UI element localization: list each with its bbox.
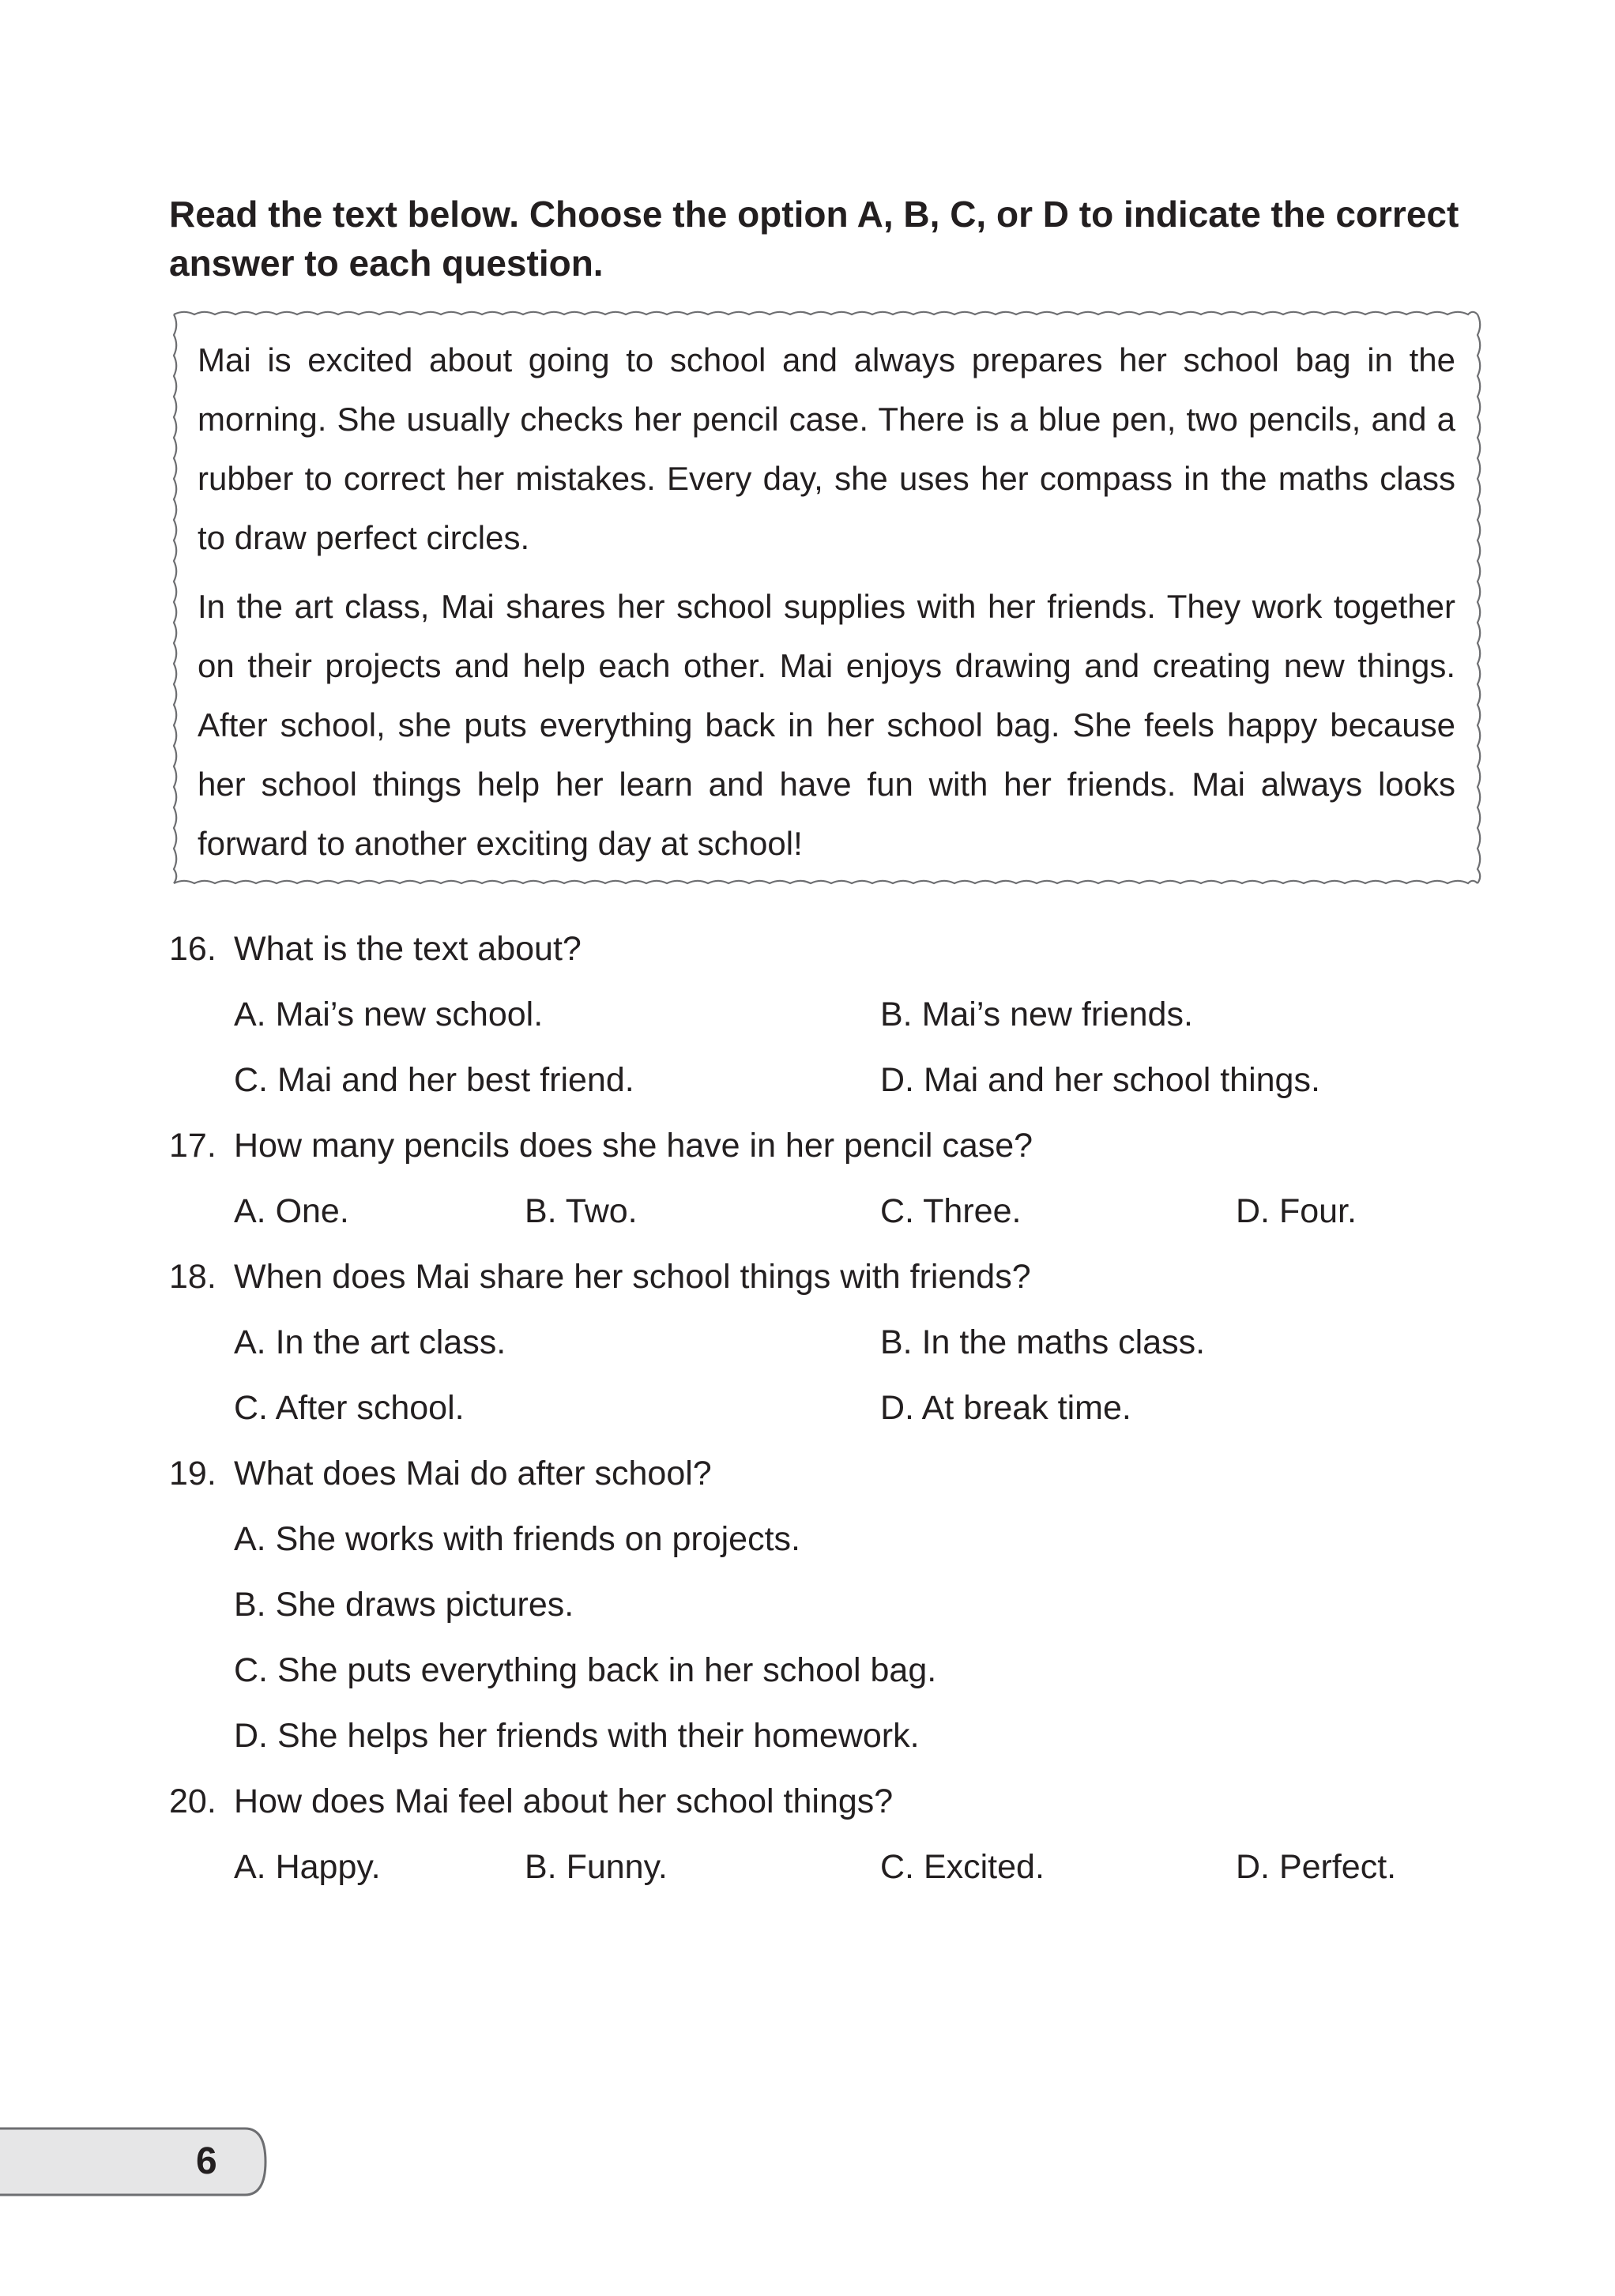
question-stem: What is the text about?: [234, 930, 582, 968]
option-row: [169, 1703, 1512, 1769]
option-b: B. Mai’s new friends.: [880, 996, 1193, 1033]
page-number: 6: [196, 2140, 217, 2182]
option-a: A. Mai’s new school.: [234, 996, 544, 1033]
option-d: D. She helps her friends with their homework.: [234, 1717, 920, 1755]
option-row: [169, 1048, 1512, 1113]
question-number: 20.: [169, 1782, 216, 1820]
question-16: [169, 917, 1512, 982]
option-d: D. Mai and her school things.: [880, 1061, 1320, 1099]
option-b: B. In the maths class.: [880, 1323, 1206, 1361]
question-18: [169, 1244, 1512, 1310]
question-19: [169, 1441, 1512, 1507]
option-row: [169, 1835, 1512, 1900]
option-a: A. Happy.: [234, 1848, 381, 1886]
question-17: [169, 1113, 1512, 1179]
question-20: [169, 1769, 1512, 1835]
question-stem: How does Mai feel about her school things?: [234, 1782, 894, 1820]
option-b: B. Funny.: [525, 1848, 668, 1886]
question-stem: When does Mai share her school things with friends?: [234, 1258, 1031, 1296]
option-d: D. At break time.: [880, 1389, 1131, 1427]
question-stem: How many pencils does she have in her pencil case?: [234, 1127, 1033, 1165]
option-row: [169, 1507, 1512, 1572]
question-number: 19.: [169, 1455, 216, 1492]
option-b: B. Two.: [525, 1192, 638, 1230]
option-a: A. One.: [234, 1192, 349, 1230]
page-tab-shape: [0, 2125, 269, 2198]
option-c: C. Mai and her best friend.: [234, 1061, 634, 1099]
option-row: [169, 1572, 1512, 1638]
option-a: A. In the art class.: [234, 1323, 506, 1361]
option-row: [169, 1179, 1512, 1244]
option-row: [169, 1638, 1512, 1703]
passage-paragraph-2: In the art class, Mai shares her school supplies with her friends. They work together on their projects and help each other. Mai enjoys drawing and creating new things. After school, she puts everything back in her school bag. She feels happy because her school things help her learn and have fun with her friends. Mai always looks forward to another exciting day at school!: [198, 588, 1455, 862]
question-number: 16.: [169, 930, 216, 968]
option-a: A. She works with friends on projects.: [234, 1520, 800, 1558]
option-b: B. She draws pictures.: [234, 1586, 574, 1624]
option-c: C. She puts everything back in her school bag.: [234, 1651, 937, 1689]
passage-paragraph-1: Mai is excited about going to school and always prepares her school bag in the morning. She usually checks her pencil case. There is a blue pen, two pencils, and a rubber to correct her mistakes. Every day, she uses her compass in the maths class to draw perfect circles.: [198, 341, 1455, 556]
option-c: C. Three.: [880, 1192, 1022, 1230]
option-c: C. Excited.: [880, 1848, 1045, 1886]
reading-passage: [169, 310, 1482, 888]
option-row: [169, 1376, 1512, 1441]
option-row: [169, 1310, 1512, 1376]
instruction-heading: Read the text below. Choose the option A, B, C, or D to indicate the correct answer to each question.: [169, 194, 1459, 284]
question-list: [169, 917, 1512, 1900]
page-number-tab: [0, 2125, 269, 2198]
option-d: D. Four.: [1236, 1192, 1357, 1230]
option-d: D. Perfect.: [1236, 1848, 1397, 1886]
question-number: 18.: [169, 1258, 216, 1296]
option-c: C. After school.: [234, 1389, 465, 1427]
question-number: 17.: [169, 1127, 216, 1165]
question-stem: What does Mai do after school?: [234, 1455, 712, 1492]
option-row: [169, 982, 1512, 1048]
